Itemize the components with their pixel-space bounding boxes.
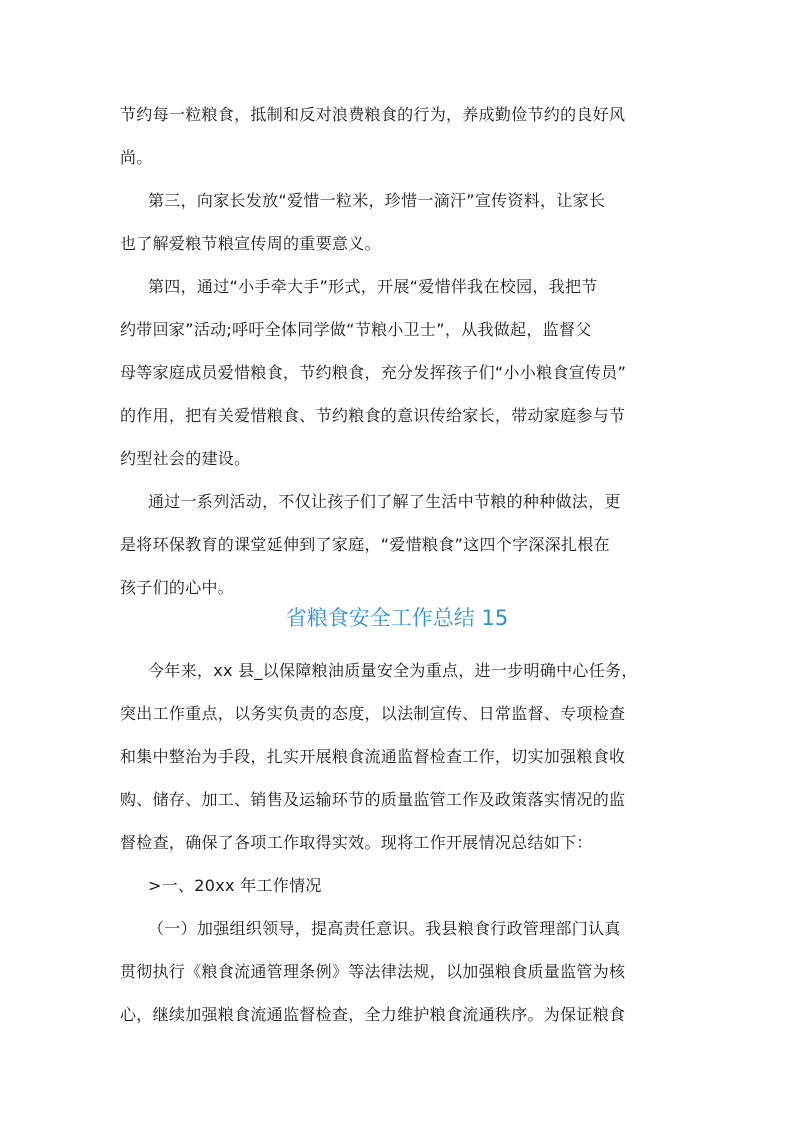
body-text-line: 今年来，xx 县_以保障粮油质量安全为重点，进一步明确中心任务，	[148, 661, 638, 680]
body-text-line: 约带回家”活动;呼吁全体同学做“节粮小卫士”，从我做起，监督父	[120, 320, 592, 339]
section-heading: 省粮食安全工作总结 15	[285, 606, 509, 630]
body-text-line: 的作用，把有关爱惜粮食、节约粮食的意识传给家长，带动家庭参与节	[120, 406, 626, 425]
body-text-line: 突出工作重点，以务实负责的态度，以法制宣传、日常监督、专项检查	[120, 704, 626, 723]
body-text-line: 第三，向家长发放“爱惜一粒米，珍惜一滴汗”宣传资料，让家长	[148, 191, 606, 210]
body-text-line: 尚。	[120, 148, 153, 167]
body-text-line: 购、储存、加工、销售及运输环节的质量监管工作及政策落实情况的监	[120, 790, 626, 809]
body-text-line: 节约每一粒粮食，抵制和反对浪费粮食的行为，养成勤俭节约的良好风	[120, 105, 626, 124]
body-text-line: 心，继续加强粮食流通监督检查，全力维护粮食流通秩序。为保证粮食	[120, 1005, 626, 1024]
body-text-line: 也了解爱粮节粮宣传周的重要意义。	[120, 234, 381, 253]
body-text-line: 母等家庭成员爱惜粮食，节约粮食，充分发挥孩子们“小小粮食宣传员”	[120, 363, 627, 382]
body-text-line: 是将环保教育的课堂延伸到了家庭，“爱惜粮食”这四个字深深扎根在	[120, 535, 610, 554]
body-text-line: 孩子们的心中。	[120, 578, 235, 597]
body-text-line: （一）加强组织领导，提高责任意识。我县粮食行政管理部门认真	[148, 919, 621, 938]
body-text-line: 第四，通过“小手牵大手”形式，开展“爱惜伴我在校园，我把节	[148, 277, 598, 296]
body-text-line: 通过一系列活动，不仅让孩子们了解了生活中节粮的种种做法，更	[148, 492, 621, 511]
body-text-line: 督检查，确保了各项工作取得实效。现将工作开展情况总结如下：	[120, 833, 593, 852]
body-text-line: 约型社会的建设。	[120, 449, 251, 468]
body-text-line: 贯彻执行《粮食流通管理条例》等法律法规，以加强粮食质量监管为核	[120, 962, 626, 981]
subsection-heading: >一、20xx 年工作情况	[148, 876, 322, 895]
body-text-line: 和集中整治为手段，扎实开展粮食流通监督检查工作，切实加强粮食收	[120, 747, 626, 766]
